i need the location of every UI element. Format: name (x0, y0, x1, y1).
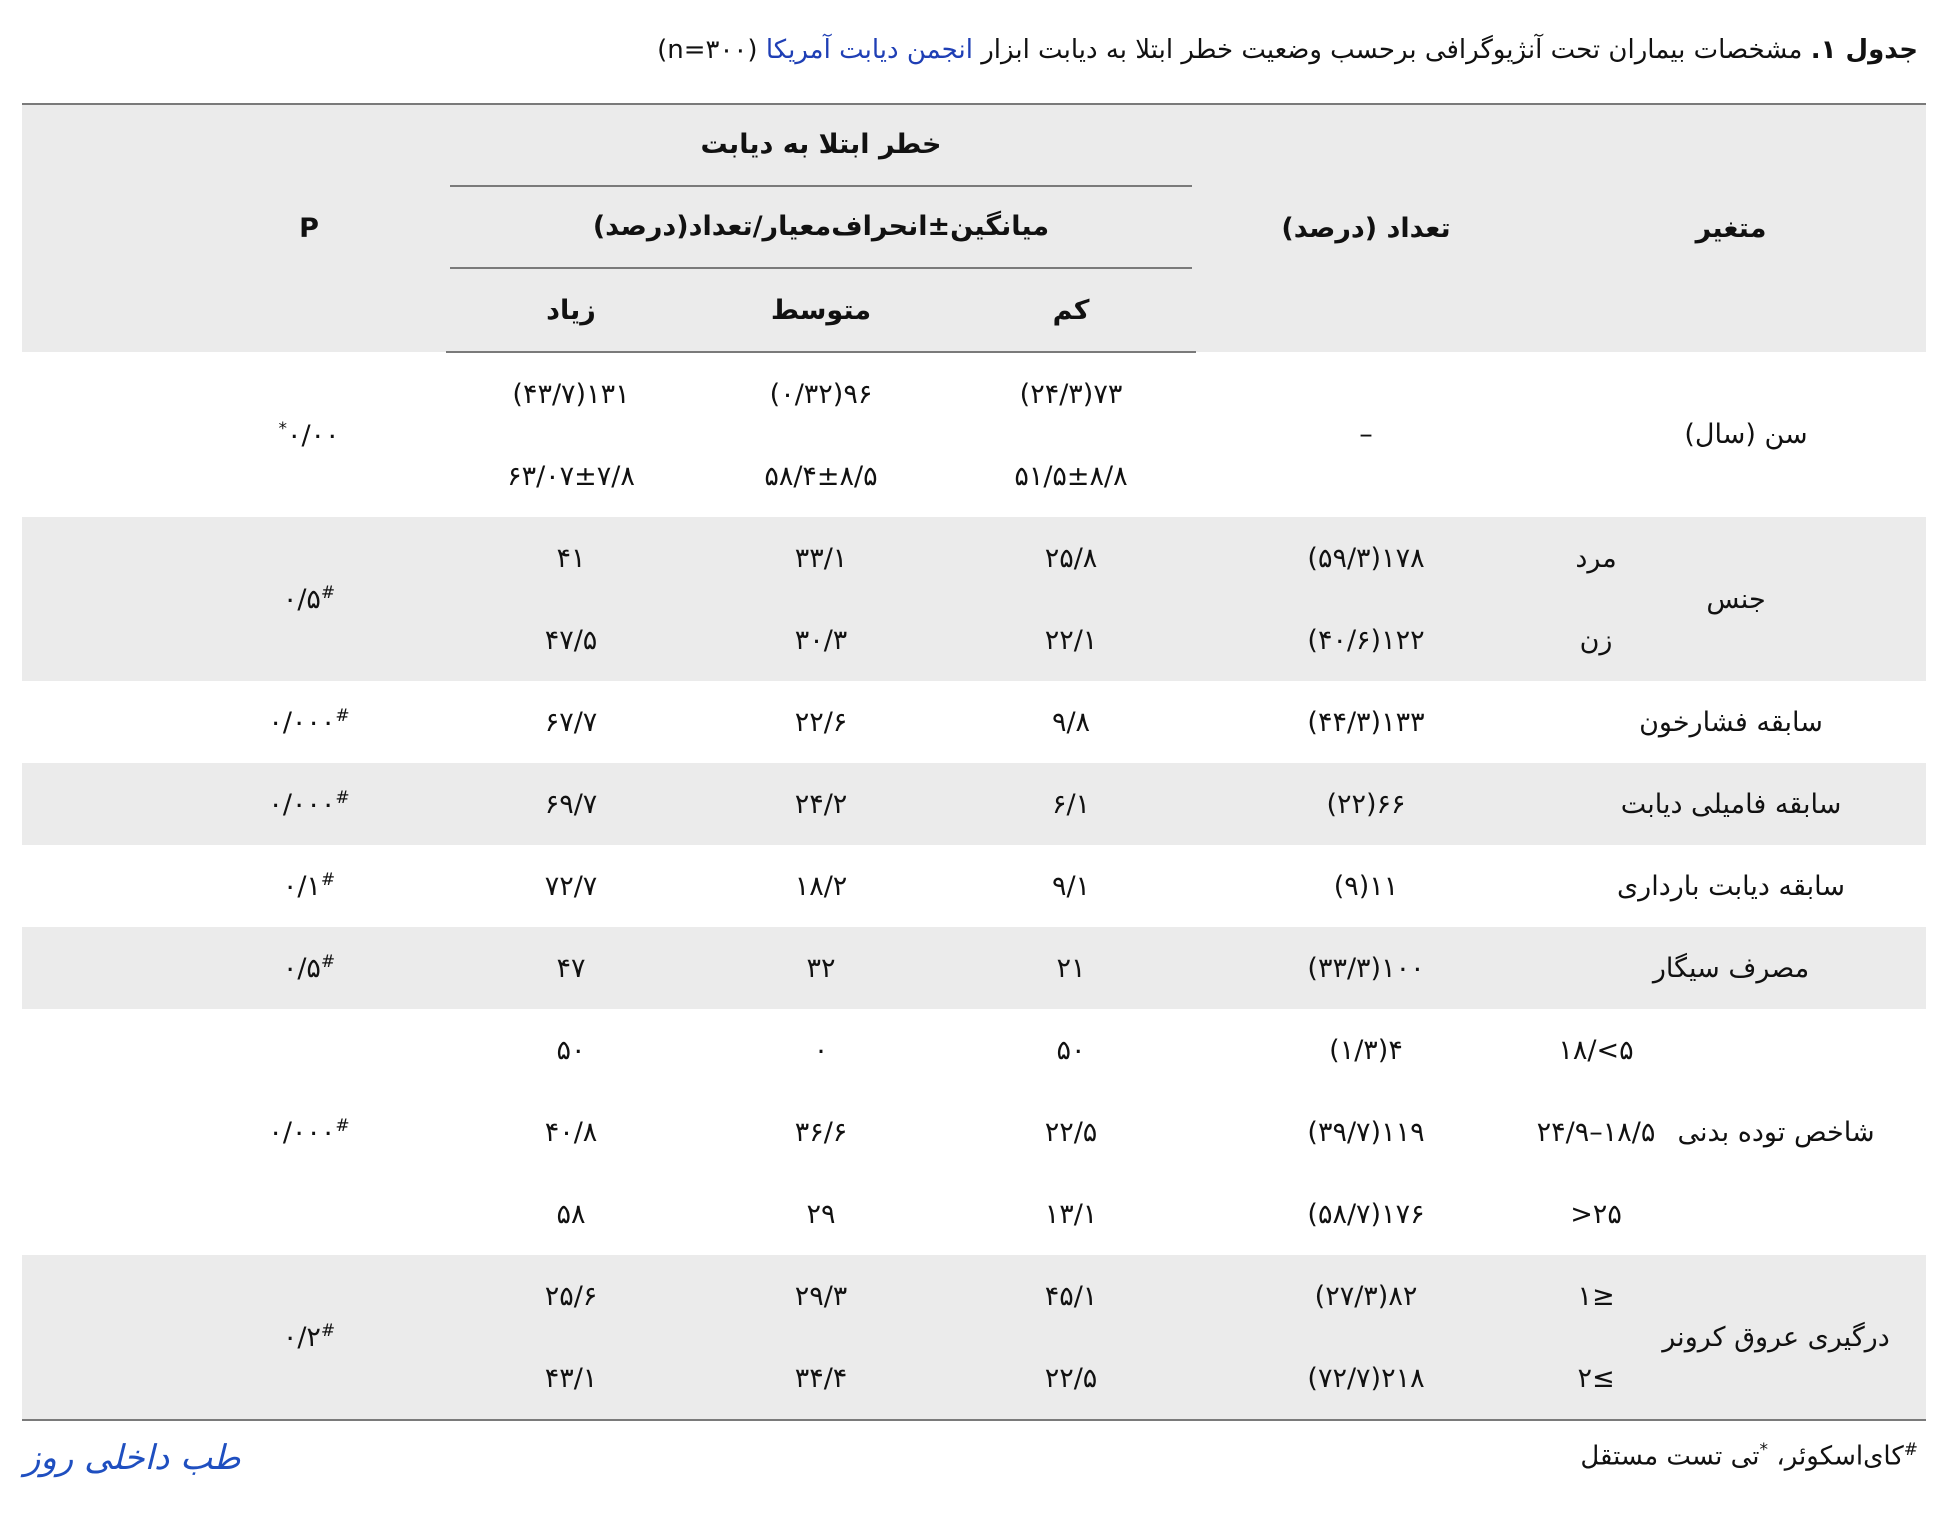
p-mark: # (320, 583, 336, 603)
p-gestational (22, 845, 446, 927)
table-caption (30, 30, 1918, 70)
header-stats-label: میانگین±انحراف‌معیار/تعداد(درصد) (450, 187, 1192, 269)
cell: ۶۳/۰۷±۷/۸ (507, 460, 635, 492)
caption-n: (n=۳۰۰) (657, 35, 758, 65)
cell: ۴۵/۱ (946, 1255, 1196, 1337)
cell: ۲۵/۸ (946, 517, 1196, 599)
p-mark: * (278, 418, 287, 439)
var-smoking: مصرف سیگار (1536, 927, 1926, 1009)
table-row-coronary-1 (22, 1255, 1926, 1337)
cell: ۲۲/۵ (946, 1337, 1196, 1420)
p-value: ۰/۰۰۰ (268, 789, 336, 820)
cell: ۲۲/۵ (1044, 1116, 1098, 1148)
p-mark: # (320, 952, 336, 972)
cell: ۷۳(۲۴/۳) (1019, 378, 1123, 410)
p-family (22, 763, 446, 845)
p-bmi (22, 1009, 446, 1255)
cell: ۴۰/۸ (544, 1116, 598, 1148)
table-row-bmi-1 (22, 1009, 1926, 1091)
cell: ۲۱۸(۷۲/۷) (1196, 1337, 1536, 1420)
header-risk-group (446, 104, 1196, 187)
cell: ۱۳۳(۴۴/۳) (1307, 706, 1425, 738)
var-hypertension: سابقه فشارخون (1639, 706, 1823, 738)
cell: ۱۸/۲ (794, 870, 848, 902)
p-coronary (22, 1255, 446, 1420)
cell: ۴۷/۵ (446, 599, 696, 681)
p-smoking (22, 927, 446, 1009)
var-bmi: شاخص توده بدنی (1677, 1116, 1875, 1148)
p-value: ۰/۰۰ (286, 419, 340, 451)
p-mark: # (335, 1116, 350, 1136)
var-sex: جنس (1656, 517, 1926, 681)
table-row-age (22, 352, 1926, 435)
var-gestational: سابقه دیابت بارداری (1617, 870, 1845, 902)
cell: ۳۰/۳ (696, 599, 946, 681)
sub-bmi-1: ۱۸/<۵ (1558, 1034, 1634, 1066)
cell: ۲۹/۳ (696, 1255, 946, 1337)
cell: ۴۳/۱ (446, 1337, 696, 1420)
cell: ۳۶/۶ (794, 1116, 848, 1148)
cell: ۶۷/۷ (544, 706, 598, 738)
footnote-chi: کای‌اسکوئر، (1776, 1441, 1904, 1472)
cell: ۱۷۸(۵۹/۳) (1196, 517, 1536, 599)
cell: ۵۰ (556, 1034, 586, 1066)
header-count: تعداد (درصد) (1196, 104, 1536, 352)
sub-bmi-3: >۲۵ (1570, 1198, 1622, 1230)
header-risk-group-label: خطر ابتلا به دیابت (450, 105, 1192, 187)
p-sex (22, 517, 446, 681)
cell: ۲۱ (946, 927, 1196, 1009)
var-family: سابقه فامیلی دیابت (1536, 763, 1926, 845)
cell: ۵۱/۵±۸/۸ (1014, 460, 1128, 492)
header-p: P (22, 104, 446, 352)
cell: ۱۲۲(۴۰/۶) (1196, 599, 1536, 681)
p-value: ۰/۱ (282, 871, 321, 902)
p-mark: # (320, 1321, 336, 1341)
p-mark: # (320, 870, 336, 890)
p-value: ۰/۵ (282, 953, 321, 984)
cell: ۰ (813, 1034, 829, 1066)
p-value: ۰/۵ (282, 584, 321, 615)
cell: ۱۳۱(۴۳/۷) (512, 378, 630, 410)
var-coronary: درگیری عروق کرونر (1656, 1255, 1926, 1420)
table-row-sex-male (22, 517, 1926, 599)
cell: ۳۴/۴ (696, 1337, 946, 1420)
sub-bmi-2: ۲۴/۹–۱۸/۵ (1536, 1116, 1656, 1148)
p-age (22, 352, 446, 517)
var-age: سن (سال) (1684, 419, 1808, 450)
cell: ۹/۱ (1051, 870, 1091, 902)
cell: ۶۹/۷ (446, 763, 696, 845)
cell: ۲۴/۲ (696, 763, 946, 845)
header-medium: متوسط (696, 269, 946, 352)
cell: ۹۶(۰/۳۲) (769, 378, 873, 410)
p-hypertension (22, 681, 446, 763)
cell: ۳۲ (696, 927, 946, 1009)
cell: ۱۳/۱ (1044, 1198, 1098, 1230)
p-value: ۰/۰۰۰ (268, 707, 336, 738)
cell: ۳۳/۱ (696, 517, 946, 599)
cell: ۵۸/۴±۸/۵ (764, 460, 878, 492)
table-row-family (22, 763, 1926, 845)
header-high: زیاد (446, 269, 696, 352)
caption-text: مشخصات بیماران تحت آنژیوگرافی برحسب وضعیت خطر ابتلا به دیابت ابزار (981, 35, 1803, 65)
cell: ۴۱ (446, 517, 696, 599)
header-low: کم (946, 269, 1196, 352)
cell: ۲۹ (806, 1198, 836, 1230)
p-mark: # (335, 706, 350, 726)
cell: ۴(۱/۳) (1329, 1034, 1403, 1066)
cell: ۱۷۶(۵۸/۷) (1307, 1198, 1425, 1230)
cell: ۷۲/۷ (544, 870, 598, 902)
table-row-hypertension (22, 681, 1926, 763)
sub-female: زن (1536, 599, 1656, 681)
cell: ۸۲(۲۷/۳) (1196, 1255, 1536, 1337)
count-age: – (1359, 419, 1373, 450)
p-mark: # (335, 788, 350, 808)
cell: ۱۱۹(۳۹/۷) (1307, 1116, 1425, 1148)
footnote-ttest: تی تست مستقل (1580, 1441, 1760, 1472)
footnote-star: * (1759, 1440, 1769, 1460)
header-stats (446, 187, 1196, 269)
journal-logo: طب داخلی روز (24, 1438, 241, 1478)
cell: ۲۲/۱ (946, 599, 1196, 681)
sub-coronary-2: ۲≤ (1536, 1337, 1656, 1420)
table-row-gestational (22, 845, 1926, 927)
footnote (1580, 1440, 1918, 1472)
p-value: ۰/۰۰۰ (268, 1117, 336, 1148)
cell: ۹/۸ (1051, 706, 1091, 738)
cell: ۵۰ (1056, 1034, 1086, 1066)
caption-label: جدول ۱. (1810, 35, 1918, 65)
caption-link[interactable]: انجمن دیابت آمریکا (765, 35, 973, 65)
table-row-smoking (22, 927, 1926, 1009)
sub-male: مرد (1536, 517, 1656, 599)
cell: ۱۱(۹) (1333, 870, 1399, 902)
data-table (22, 103, 1926, 1421)
p-value: ۰/۲ (282, 1322, 321, 1353)
cell: ۱۰۰(۳۳/۳) (1196, 927, 1536, 1009)
cell: ۵۸ (556, 1198, 586, 1230)
cell: ۴۷ (446, 927, 696, 1009)
sub-coronary-1: ۱≥ (1536, 1255, 1656, 1337)
header-variable: متغیر (1536, 104, 1926, 352)
cell: ۶۶(۲۲) (1196, 763, 1536, 845)
footnote-hash: # (1903, 1440, 1918, 1460)
cell: ۲۵/۶ (446, 1255, 696, 1337)
cell: ۶/۱ (946, 763, 1196, 845)
cell: ۲۲/۶ (794, 706, 848, 738)
